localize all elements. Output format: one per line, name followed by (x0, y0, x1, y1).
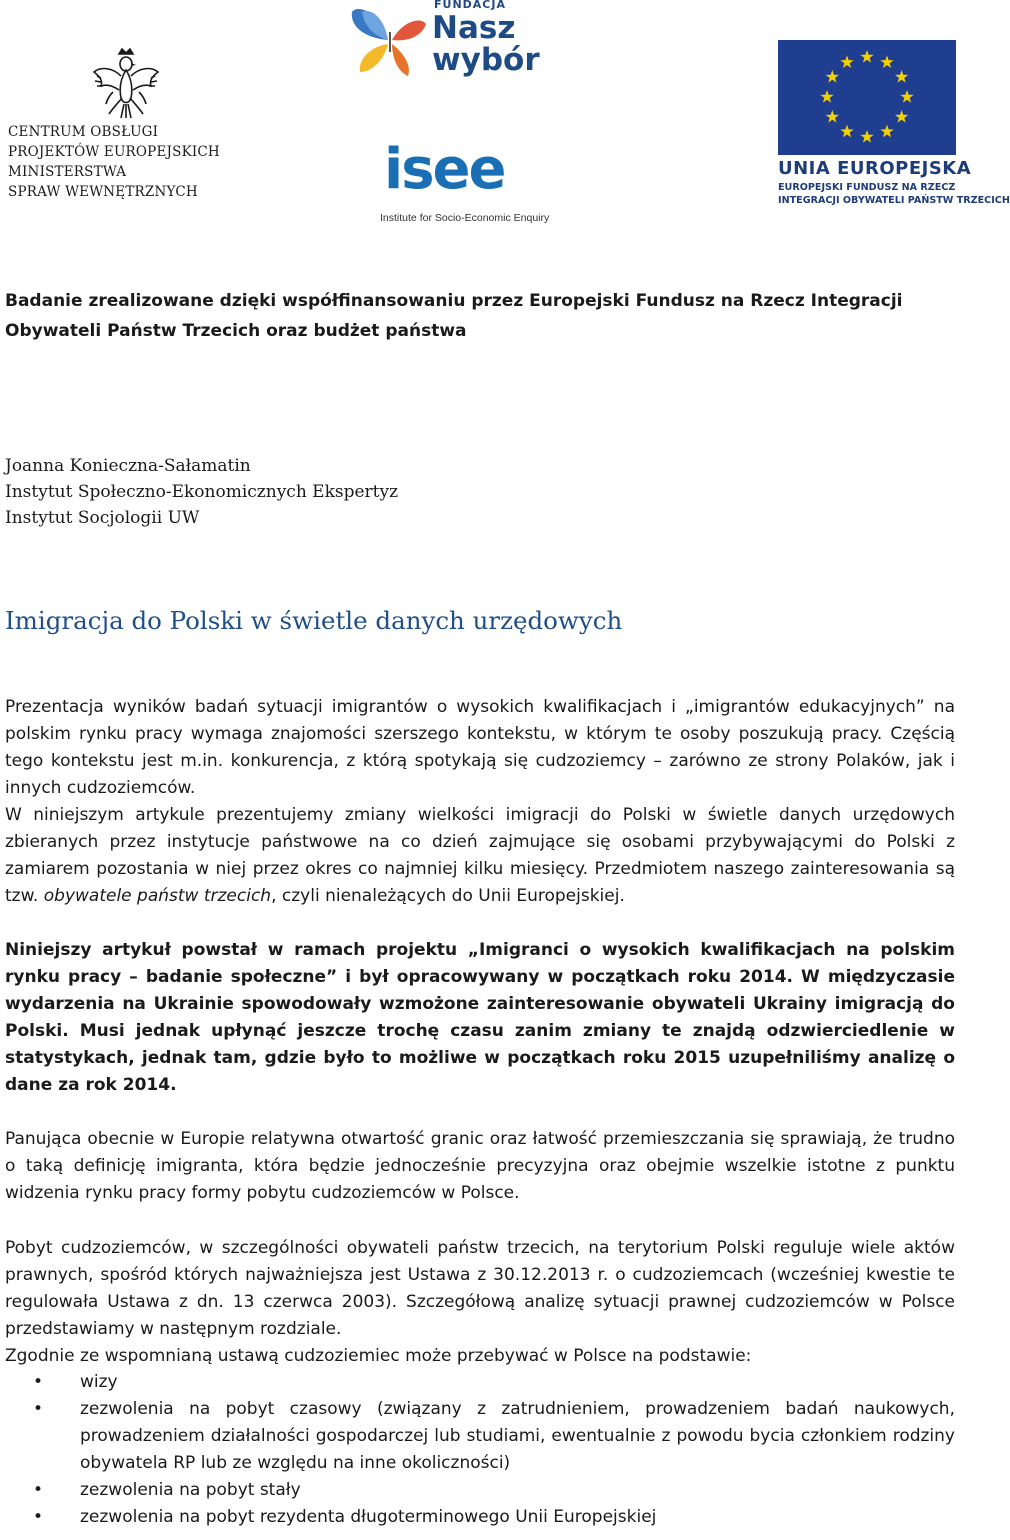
legal-paragraph: Pobyt cudzoziemców, w szczególności obywateli państw trzecich, na terytorium Polski reguluje wiele aktów prawnych, spośród których najważniejsza jest Ustawa z 30.12.2013 r. o cudzoziemcach (wcześniej kwestie te regulowała Ustawa z dn. 13 czerwca 2003). Szczegółową analizę sytuacji prawnej cudzoziemców w Polsce przedstawiamy w następnym rozdziale. (5, 1238, 955, 1339)
isee-subtitle: Institute for Socio-Economic Enquiry (380, 212, 550, 224)
author-name: Joanna Konieczna-Sałamatin (5, 456, 251, 476)
author-affiliation-1: Instytut Społeczno-Ekonomicznych Ekspertyz (5, 482, 399, 502)
foundation-name-1: Nasz (432, 10, 516, 46)
eu-subtitle-2: INTEGRACJI OBYWATELI PAŃSTW TRZECICH (778, 195, 1010, 206)
ministry-logo (8, 48, 244, 202)
scope-paragraph (5, 802, 955, 910)
ministry-line-2: PROJEKTÓW EUROPEJSKICH (8, 144, 220, 160)
scope-text-italic: obywatele państw trzecich (43, 886, 272, 906)
ministry-line-1: CENTRUM OBSŁUGI (8, 124, 159, 140)
funding-note-line-1: Badanie zrealizowane dzięki współfinansowaniu przez Europejski Fundusz na Rzecz Integracji (5, 291, 903, 311)
funding-note (5, 286, 955, 346)
foundation-label: FUNDACJA (434, 0, 506, 11)
ministry-line-4: SPRAW WEWNĘTRZNYCH (8, 184, 198, 200)
butterfly-icon (350, 2, 430, 82)
scope-text-a: W niniejszym artykule prezentujemy zmiany wielkości imigracji do Polski w świetle danych urzędowych zbieranych przez instytucje państwowe na co dzień zajmujące się osobami przybywającymi do Polski z zamiarem pozostania w niej przez okres co najmniej kilku miesięcy. Przedmiotem naszego zainteresowania są tzw. (5, 805, 955, 906)
ministry-line-3: MINISTERSTWA (8, 164, 127, 180)
isee-wordmark: isee (384, 137, 505, 202)
scope-text-b: , czyli nienależących do Unii Europejskiej. (271, 886, 625, 906)
page-title: Imigracja do Polski w świetle danych urzędowych (5, 606, 623, 635)
eu-logo (778, 40, 1010, 215)
list-item: • zezwolenia na pobyt stały (5, 1477, 955, 1504)
list-item: • zezwolenia na pobyt czasowy (związany z zatrudnieniem, prowadzeniem badań naukowych, prowadzeniem działalności gospodarczej lub studiami, ewentualnie z powodu bycia członkiem rodziny obywatela RP lub ze względu na inne okoliczności) (5, 1396, 955, 1477)
eu-subtitle-1: EUROPEJSKI FUNDUSZ NA RZECZ (778, 182, 956, 193)
basis-intro: Zgodnie ze wspomnianą ustawą cudzoziemiec może przebywać w Polsce na podstawie: (5, 1346, 752, 1366)
funding-note-line-2: Obywateli Państw Trzecich oraz budżet państwa (5, 321, 467, 341)
list-item: • zezwolenia na pobyt rezydenta długoterminowego Unii Europejskiej (5, 1504, 955, 1531)
definition-paragraph: Panująca obecnie w Europie relatywna otwartość granic oraz łatwość przemieszczania się sprawiają, że trudno o taką definicję imigranta, która będzie jednocześnie precyzyjna oraz obejmie wszelkie istotne z punktu widzenia rynku pracy formy pobytu cudzoziemców w Polsce. (5, 1129, 955, 1203)
intro-paragraph: Prezentacja wyników badań sytuacji imigrantów o wysokich kwalifikacjach i „imigrantów edukacyjnych” na polskim rynku pracy wymaga znajomości szerszego kontekstu, w którym te osoby poszukują pracy. Częścią tego kontekstu jest m.in. konkurencja, z którą spotykają się cudzoziemcy – zarówno ze strony Polaków, jak i innych cudzoziemców. (5, 697, 955, 798)
residence-basis-list (5, 1369, 955, 1531)
foundation-logo (348, 0, 558, 90)
project-note-paragraph: Niniejszy artykuł powstał w ramach projektu „Imigranci o wysokich kwalifikacjach na polskim rynku pracy – badanie społeczne” i był opracowywany w początkach roku 2014. W międzyczasie wydarzenia na Ukrainie spowodowały wzmożone zainteresowanie obywateli Ukrainy imigracją do Polski. Musi jednak upłynąć jeszcze trochę czasu zanim zmiany te znajdą odzwierciedlenie w statystykach, jednak tam, gdzie było to możliwe w początkach roku 2015 uzupełniliśmy analizę o dane za rok 2014. (5, 940, 955, 1095)
foundation-name-2: wybór (432, 42, 540, 78)
isee-logo (378, 137, 550, 230)
author-affiliation-2: Instytut Socjologii UW (5, 508, 200, 528)
eu-flag-icon (778, 40, 956, 155)
list-item: • wizy (5, 1369, 955, 1396)
polish-eagle-emblem-icon (91, 48, 161, 120)
eu-title: UNIA EUROPEJSKA (778, 158, 972, 179)
